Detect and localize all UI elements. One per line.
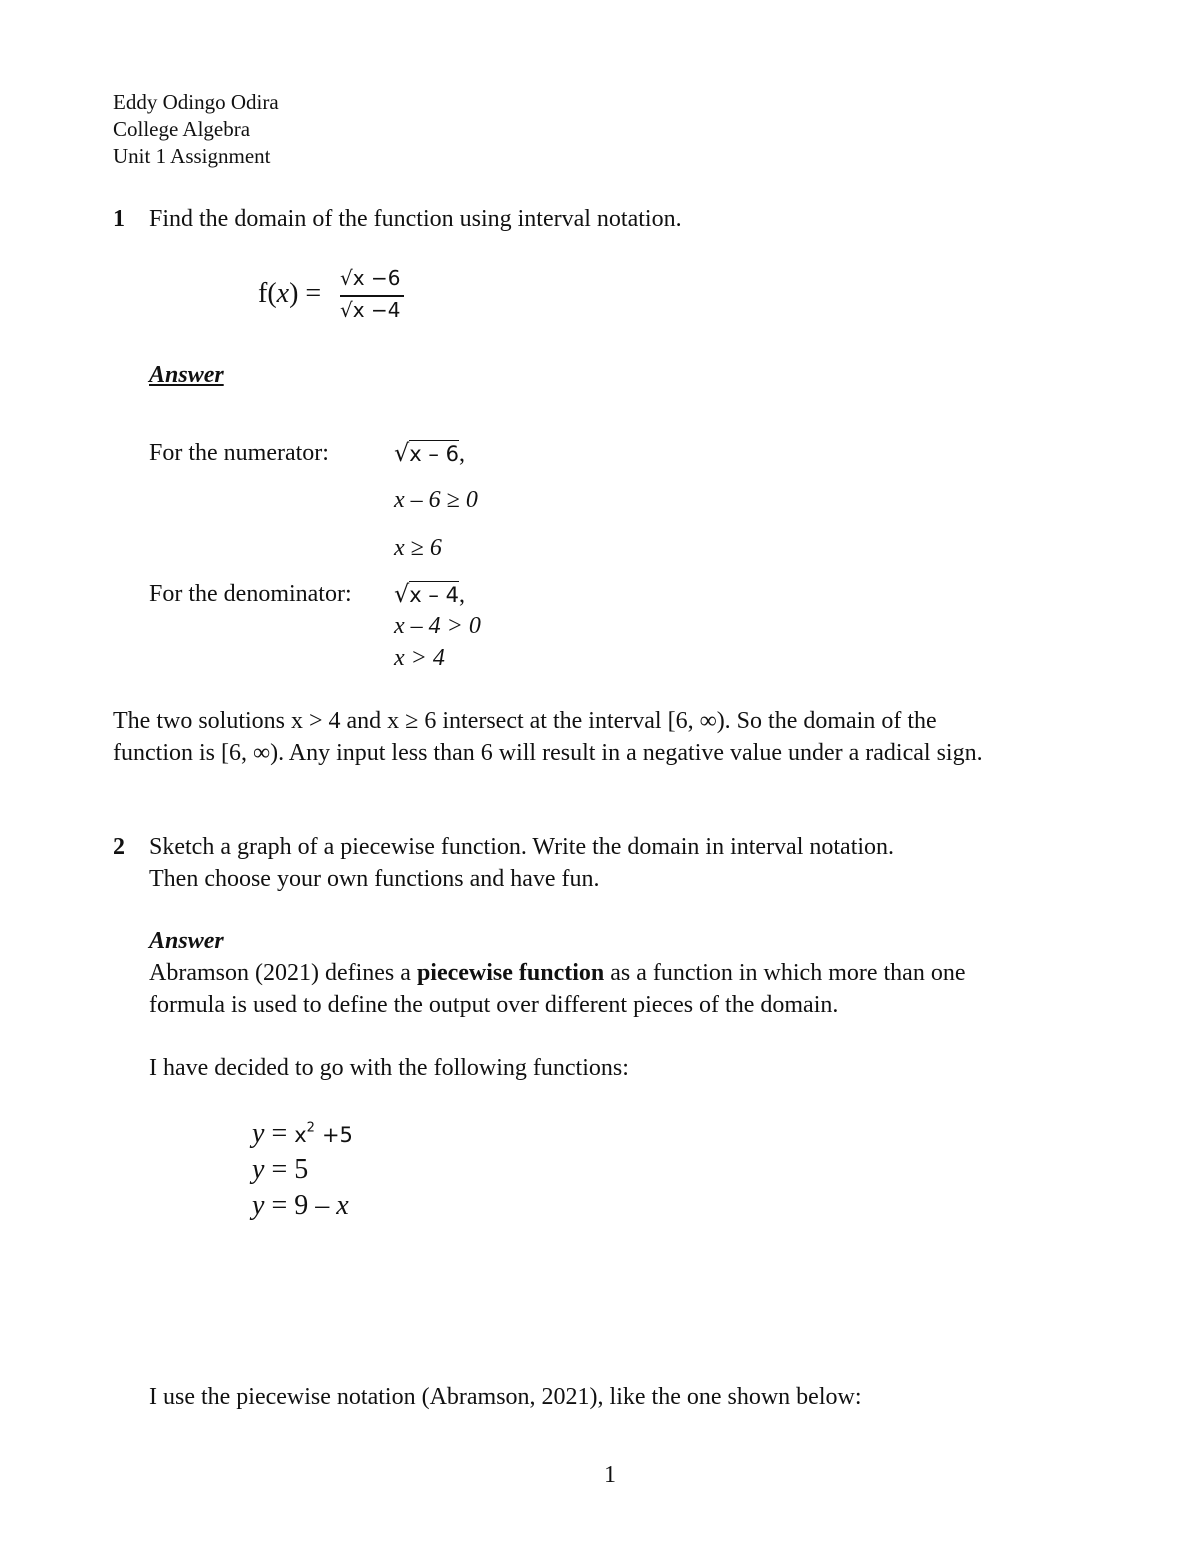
numerator-step1: x – 6 ≥ 0 <box>394 487 478 513</box>
function-2: y = 5 <box>252 1154 309 1185</box>
q2-decided-text: I have decided to go with the following functions: <box>149 1055 629 1081</box>
q2-definition-line2: formula is used to define the output over different pieces of the domain. <box>149 992 839 1018</box>
q2-prompt-line1: Sketch a graph of a piecewise function. Write the domain in interval notation. <box>149 834 895 860</box>
numerator-radical: √x – 6, <box>394 439 465 467</box>
q2-definition-term: piecewise function <box>416 960 605 986</box>
q1-number: 1 <box>113 206 125 232</box>
denominator-step2: x > 4 <box>394 645 445 671</box>
q1-fx-label: f(x) = <box>258 278 322 309</box>
q1-fx-fraction <box>340 262 410 324</box>
q1-fx-denominator: √x −4 <box>340 298 401 322</box>
q1-answer-label: Answer <box>149 362 224 388</box>
q1-conclusion-line2: function is [6, ∞). Any input less than 6 will result in a negative value under a radical sign. <box>113 740 983 766</box>
q1-fx-numerator: √x −6 <box>340 266 401 290</box>
numerator-step2: x ≥ 6 <box>394 535 442 561</box>
q1-prompt: Find the domain of the function using interval notation. <box>149 206 682 232</box>
denominator-radical: √x – 4, <box>394 580 465 608</box>
q2-number: 2 <box>113 834 125 860</box>
numerator-label: For the numerator: <box>149 440 329 466</box>
q2-answer-label: Answer <box>149 928 224 954</box>
function-1: $y = x^2 +5$ <box>252 1118 353 1149</box>
author-name: Eddy Odingo Odira <box>113 90 279 114</box>
q1-conclusion-line1: The two solutions x > 4 and x ≥ 6 intersect at the interval [6, ∞). So the domain of the <box>113 708 937 734</box>
q2-definition-line1: Abramson (2021) defines a piecewise function as a function in which more than one <box>149 960 966 986</box>
course-name: College Algebra <box>113 117 251 141</box>
q2-notation-text: I use the piecewise notation (Abramson, 2021), like the one shown below: <box>149 1384 862 1410</box>
q1-fraction-bar <box>340 295 404 297</box>
function-3: y = 9 – x <box>252 1190 349 1221</box>
denominator-label: For the denominator: <box>149 581 352 607</box>
assignment-title: Unit 1 Assignment <box>113 144 271 168</box>
page-number: 1 <box>604 1462 616 1488</box>
denominator-step1: x – 4 > 0 <box>394 613 481 639</box>
q2-prompt-line2: Then choose your own functions and have fun. <box>149 866 600 892</box>
